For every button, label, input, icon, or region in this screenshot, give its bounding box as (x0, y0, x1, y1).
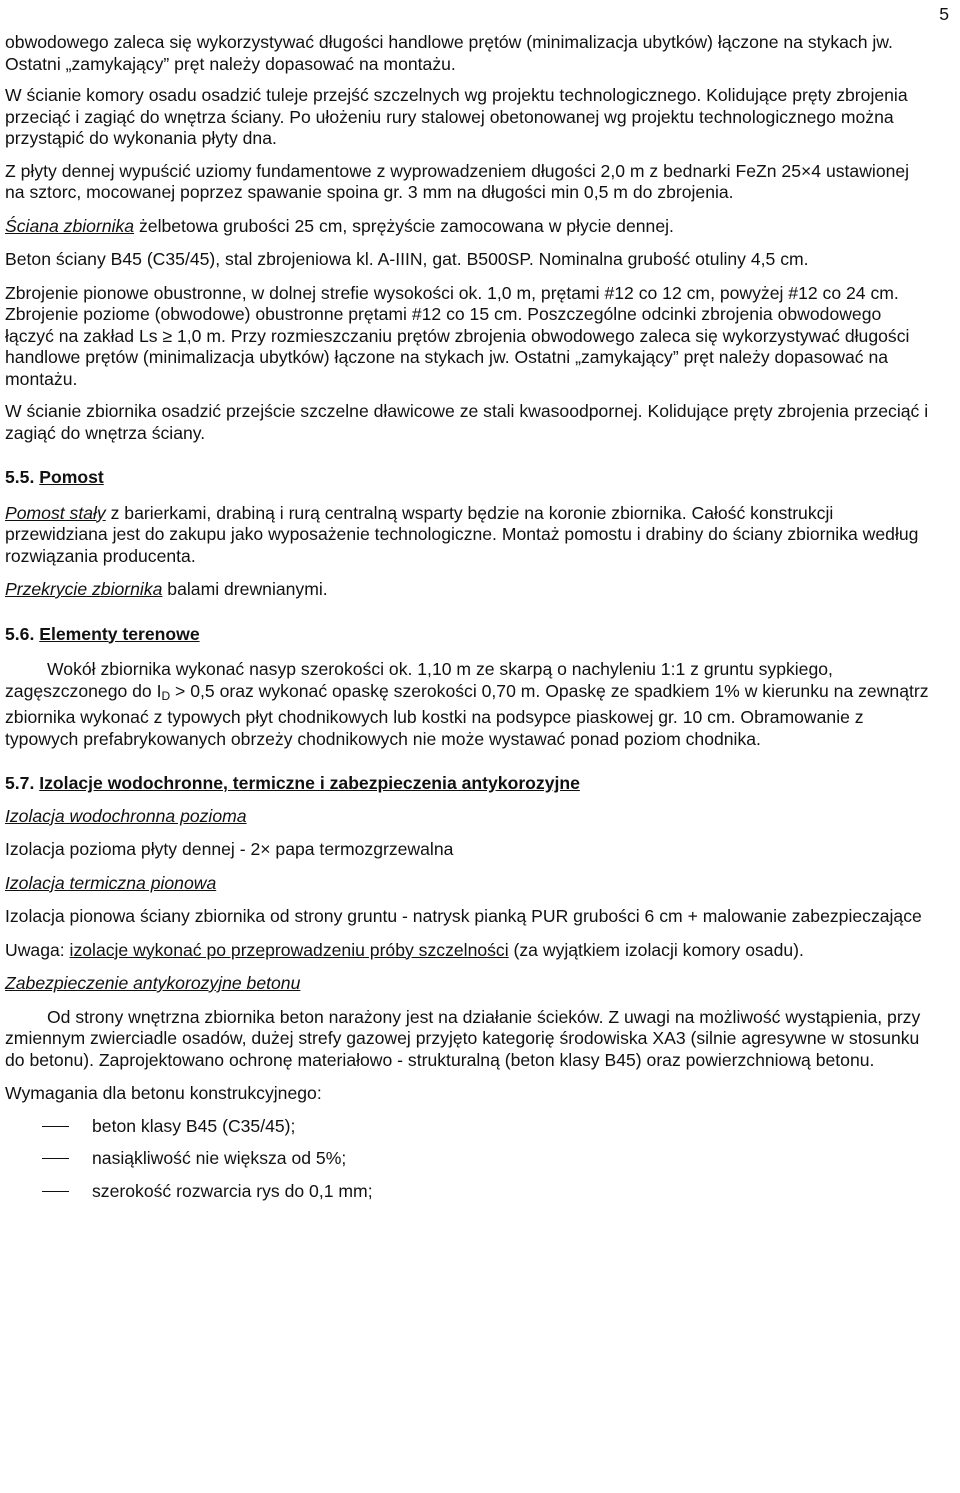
subheading-horizontal-waterproofing (5, 806, 930, 828)
section-heading-5-6 (5, 624, 930, 646)
heading-number: 5.7. (5, 773, 35, 793)
subheading-text: Izolacja wodochronna pozioma (5, 805, 247, 826)
reinforcement-text-b: 1,0 m. Przy rozmieszczaniu prętów zbrojenia obwodowego zaleca się wykorzystywać długości handlowe prętów (minimalizacja ubytków) łączone na stykach jw. Ostatni „zamykający” pręt należy dopasować na montażu. (5, 325, 910, 389)
requirements-list (5, 1116, 930, 1203)
paragraph-wall-concrete: Beton ściany B45 (C35/45), stal zbrojeniowa kl. A-IIIN, gat. B500SP. Nominalna grubość otuliny 4,5 cm. (5, 249, 809, 269)
heading-number: 5.6. (5, 623, 35, 644)
list-item (5, 1116, 930, 1138)
platform-text: z barierkami, drabiną i rurą centralną wsparty będzie na koronie zbiornika. Całość konstrukcji przewidziana jest do zakupu jako wyposażenie technologiczne. Montaż pomostu i drabiny do ściany zbiornika według rozwiązania producenta. (5, 502, 919, 566)
paragraph-tank-wall (5, 216, 930, 238)
section-heading-5-7 (5, 773, 930, 795)
paragraph-wall-passage: W ścianie zbiornika osadzić przejście szczelne dławicowe ze stali kwasoodpornej. Kolidujące pręty zbrojenia przeciąć i zagiąć do wnętrza ściany. (5, 401, 929, 443)
paragraph-rebar-continuation: obwodowego zaleca się wykorzystywać długości handlowe prętów (minimalizacja ubytków) łączone na stykach jw. Ostatni „zamykający” pręt należy dopasować na montażu. (5, 32, 893, 74)
tank-cover-text: balami drewnianymi. (162, 579, 328, 599)
tank-cover-link: Przekrycie zbiornika (5, 579, 163, 599)
paragraph-sludge-chamber-wall: W ścianie komory osadu osadzić tuleje przejść szczelnych wg projektu technologicznego. Kolidujące pręty zbrojenia przeciąć i zagiąć do wnętrza ściany. Po ułożeniu rury stalowej obetonowanej wg projektu technologicznego można przystąpić do wykonania płyty dna. (5, 85, 908, 148)
tank-wall-text: żelbetowa grubości 25 cm, sprężyście zamocowana w płycie dennej. (134, 215, 674, 236)
list-item-text: beton klasy B45 (C35/45); (92, 1115, 296, 1136)
heading-title: Elementy terenowe (39, 623, 200, 644)
paragraph-horizontal-waterproofing: Izolacja pozioma płyty dennej - 2× papa termozgrzewalna (5, 839, 454, 859)
subheading-text: Zabezpieczenie antykorozyjne betonu (5, 973, 301, 993)
section-heading-5-5 (5, 467, 930, 489)
subheading-corrosion-protection (5, 973, 930, 995)
reinforcement-text-a: Zbrojenie pionowe obustronne, w dolnej strefie wysokości ok. 1,0 m, prętami #12 co 12 cm, powyżej #12 co 24 cm. Zbrojenie poziome (obwodowe) obustronne prętami #12 co 15 cm. Poszczególne odcinki zbrojenia obwodowego łączyć na zakład Ls (5, 282, 899, 346)
paragraph-terrain (5, 659, 930, 750)
list-item-text: szerokość rozwarcia rys do 0,1 mm; (92, 1180, 373, 1201)
heading-number: 5.5. (5, 467, 35, 487)
paragraph-grounding: Z płyty dennej wypuścić uziomy fundamentowe z wyprowadzeniem długości 2,0 m z bednarki FeZn 25×4 ustawionej na sztorc, mocowanej poprzez spawanie spoina gr. 3 mm na długości min 0,5 m do zbrojenia. (5, 160, 910, 202)
terrain-text-b: > 0,5 oraz wykonać opaskę szerokości 0,70 m. Opaskę ze spadkiem 1% w kierunku na zewnątrz zbiornika wykonać z typowych płyt chodnikowych lub kostki na podsypce piaskowej gr. 10 cm. Obramowanie z typowych prefabrykowanych obrzeży chodnikowych nie może wystawać ponad poziom chodnika. (5, 680, 929, 749)
list-item (5, 1181, 930, 1203)
dash-bullet (42, 1126, 69, 1127)
paragraph-note (5, 940, 930, 962)
page-number: 5 (939, 4, 949, 24)
tank-wall-link: Ściana zbiornika (5, 215, 135, 236)
dash-bullet (42, 1158, 69, 1159)
platform-link: Pomost stały (5, 502, 106, 523)
dash-bullet (42, 1191, 69, 1192)
document-page (5, 32, 930, 1202)
note-text: (za wyjątkiem izolacji komory osadu). (508, 939, 804, 960)
note-link: izolacje wykonać po przeprowadzeniu próby szczelności (69, 939, 509, 960)
list-item-text: nasiąkliwość nie większa od 5%; (92, 1148, 347, 1168)
terrain-text-a: Wokół zbiornika wykonać nasyp szerokości ok. 1,10 m ze skarpą o nachyleniu 1:1 z gruntu sypkiego, zagęszczonego do I (5, 659, 833, 701)
heading-title: Pomost (39, 467, 104, 487)
paragraph-corrosion-protection: Od strony wnętrzna zbiornika beton narażony jest na działanie ścieków. Z uwagi na możliwość wystąpienia, przy zmiennym zwierciadle osadów, dużej strefy gazowej przyjęto kategorię środowiska XA3 (silnie agresywne w stosunku do betonu). Zaprojektowano ochronę materiałowo - strukturalną (beton klasy B45) oraz powierzchniową betonu. (5, 1006, 921, 1070)
subheading-text: Izolacja termiczna pionowa (5, 872, 217, 893)
paragraph-reinforcement (5, 283, 930, 391)
density-subscript: D (161, 688, 171, 703)
greater-equal-symbol: ≥ (162, 325, 173, 346)
paragraph-tank-cover (5, 579, 930, 601)
heading-title: Izolacje wodochronne, termiczne i zabezpieczenia antykorozyjne (39, 773, 580, 793)
list-item (5, 1148, 930, 1170)
subheading-vertical-thermal (5, 873, 930, 895)
requirements-title: Wymagania dla betonu konstrukcyjnego: (5, 1083, 322, 1103)
paragraph-vertical-thermal: Izolacja pionowa ściany zbiornika od strony gruntu - natrysk pianką PUR grubości 6 cm + malowanie zabezpieczające (5, 906, 922, 926)
paragraph-platform (5, 503, 930, 568)
note-label: Uwaga: (5, 939, 70, 960)
